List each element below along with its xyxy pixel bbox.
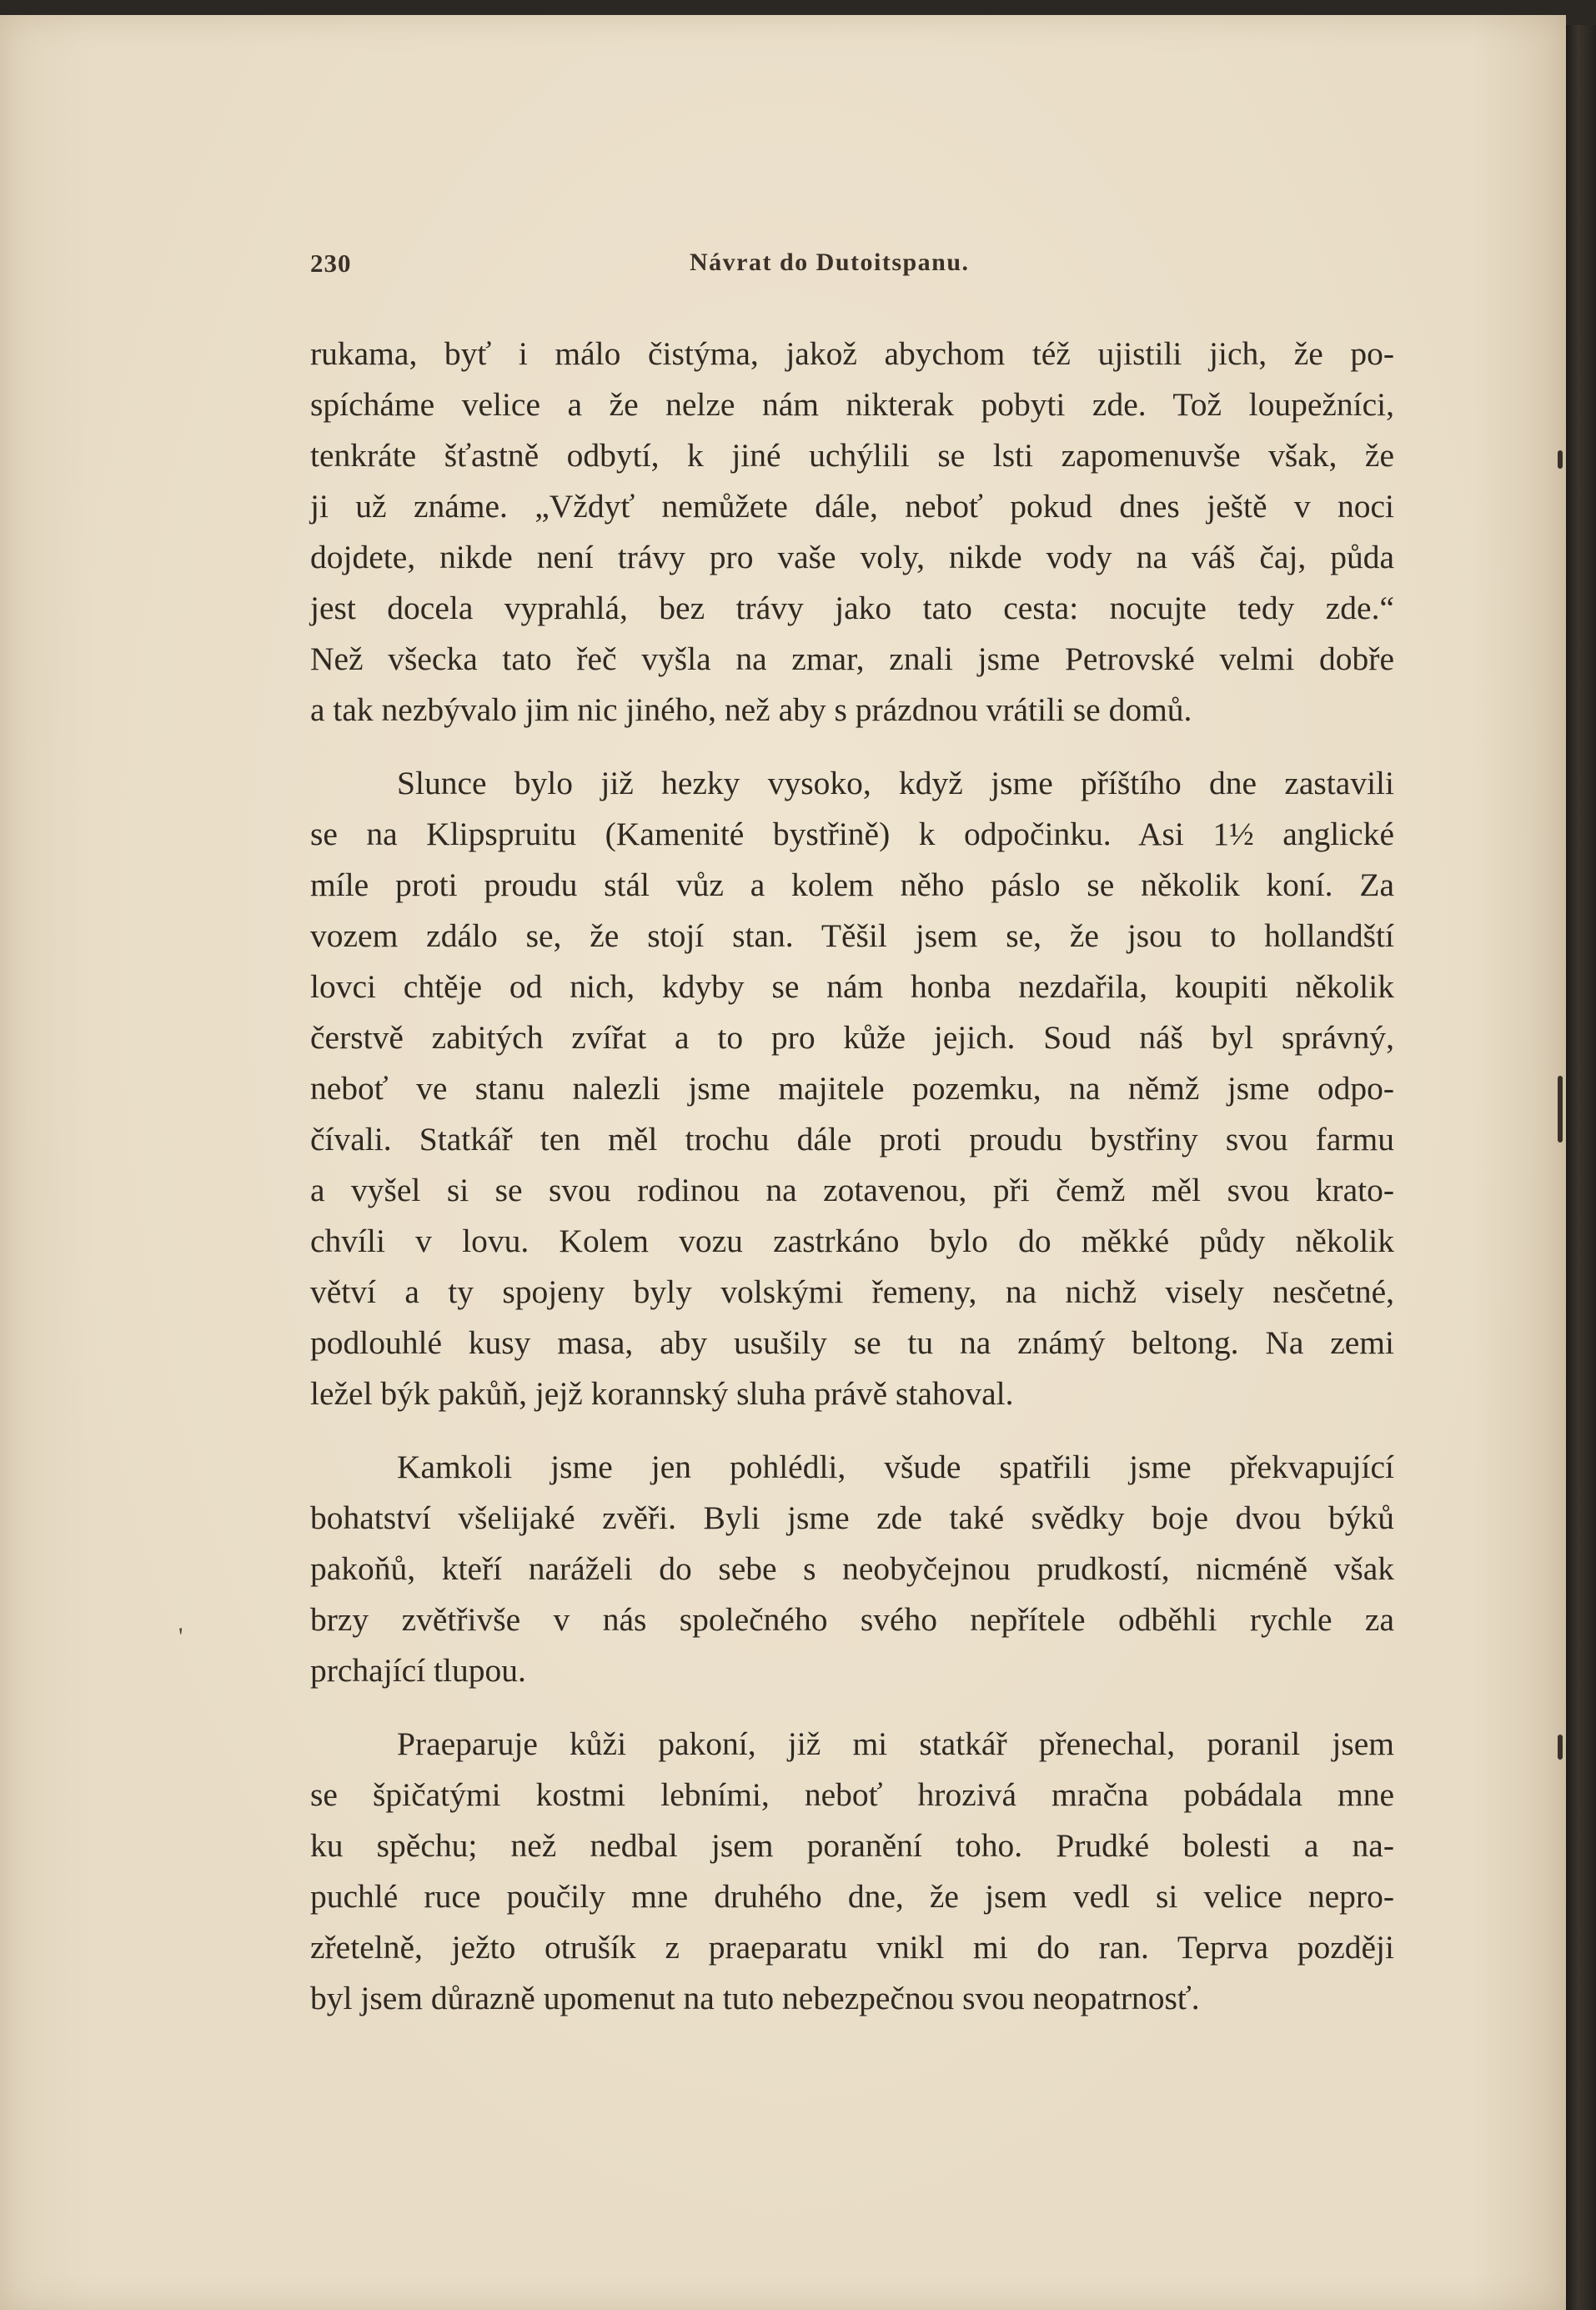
text-line: vozem zdálo se, že stojí stan. Těšil jsem se, že jsou to hollandští bbox=[310, 917, 1394, 954]
text-line: bohatství všelijaké zvěři. Byli jsme zde také svědky boje dvou býků bbox=[310, 1499, 1394, 1536]
text-line: míle proti proudu stál vůz a kolem něho páslo se několik koní. Za bbox=[310, 866, 1394, 903]
text-line: ji už známe. „Vždyť nemůžete dále, neboť pokud dnes ještě v noci bbox=[310, 488, 1394, 525]
text-line: pakoňů, kteří naráželi do sebe s neobyčejnou prudkostí, nicméně však bbox=[310, 1550, 1394, 1587]
paragraph-gap bbox=[310, 1419, 1394, 1442]
edge-mark bbox=[1558, 450, 1563, 469]
text-line: tenkráte šťastně odbytí, k jiné uchýlili se lsti zapomenuvše však, že bbox=[310, 437, 1394, 474]
text-line: Než všecka tato řeč vyšla na zmar, znali jsme Petrovské velmi dobře bbox=[310, 640, 1394, 677]
paragraph bbox=[310, 1719, 1394, 2024]
book-page bbox=[0, 15, 1566, 2310]
text-line: Praeparuje kůži pakoní, již mi statkář přenechal, poranil jsem bbox=[397, 1725, 1394, 1762]
text-line: čerstvě zabitých zvířat a to pro kůže jejich. Soud náš byl správný, bbox=[310, 1019, 1394, 1056]
text-line: rukama, byť i málo čistýma, jakož abychom též ujistili jich, že po- bbox=[310, 335, 1394, 372]
text-line: chvíli v lovu. Kolem vozu zastrkáno bylo do měkké půdy několik bbox=[310, 1223, 1394, 1259]
running-title: Návrat do Dutoitspanu. bbox=[690, 249, 970, 276]
text-line: prchající tlupou. bbox=[310, 1652, 526, 1689]
page-edge-shadow bbox=[1566, 25, 1596, 2310]
text-line: a vyšel si se svou rodinou na zotavenou, při čemž měl svou krato- bbox=[310, 1172, 1394, 1208]
text-line: jest docela vyprahlá, bez trávy jako tato cesta: nocujte tedy zde.“ bbox=[310, 590, 1394, 626]
paragraph-gap bbox=[310, 736, 1394, 758]
text-line: Kamkoli jsme jen pohlédli, všude spatřili jsme překvapující bbox=[397, 1449, 1394, 1485]
edge-mark bbox=[1558, 1735, 1563, 1760]
text-line: se na Klipspruitu (Kamenité bystřině) k odpočinku. Asi 1½ anglické bbox=[310, 816, 1394, 852]
text-line: lovci chtěje od nich, kdyby se nám honba nezdařila, koupiti několik bbox=[310, 968, 1394, 1005]
edge-mark bbox=[1558, 1076, 1563, 1142]
body-text bbox=[310, 329, 1394, 2024]
text-line: puchlé ruce poučily mne druhého dne, že jsem vedl si velice nepro- bbox=[310, 1878, 1394, 1915]
text-line: ležel býk pakůň, jejž korannský sluha právě stahoval. bbox=[310, 1375, 1014, 1412]
stray-mark: ' bbox=[178, 1623, 183, 1650]
paragraph-gap bbox=[310, 1696, 1394, 1719]
page-number: 230 bbox=[310, 249, 352, 278]
paragraph bbox=[310, 329, 1394, 736]
text-line: dojdete, nikde není trávy pro vaše voly, nikde vody na váš čaj, půda bbox=[310, 539, 1394, 575]
text-line: zřetelně, ježto otrušík z praeparatu vnikl mi do ran. Teprva později bbox=[310, 1929, 1394, 1966]
page-header bbox=[310, 249, 1394, 282]
paragraph bbox=[310, 758, 1394, 1419]
text-line: podlouhlé kusy masa, aby usušily se tu na známý beltong. Na zemi bbox=[310, 1324, 1394, 1361]
text-line: ku spěchu; než nedbal jsem poranění toho. Prudké bolesti a na- bbox=[310, 1827, 1394, 1864]
text-line: spícháme velice a že nelze nám nikterak pobyti zde. Tož loupežníci, bbox=[310, 386, 1394, 423]
text-line: se špičatými kostmi lebními, neboť hrozivá mračna pobádala mne bbox=[310, 1776, 1394, 1813]
text-line: čívali. Statkář ten měl trochu dále proti proudu bystřiny svou farmu bbox=[310, 1121, 1394, 1158]
text-line: brzy zvětřivše v nás společného svého nepřítele odběhli rychle za bbox=[310, 1601, 1394, 1638]
paragraph bbox=[310, 1442, 1394, 1696]
text-line: větví a ty spojeny byly volskými řemeny, na nichž visely nesčetné, bbox=[310, 1273, 1394, 1310]
text-line: byl jsem důrazně upomenut na tuto nebezpečnou svou neopatrnosť. bbox=[310, 1980, 1200, 2016]
text-line: neboť ve stanu nalezli jsme majitele pozemku, na němž jsme odpo- bbox=[310, 1070, 1394, 1107]
text-line: Slunce bylo již hezky vysoko, když jsme příštího dne zastavili bbox=[397, 765, 1394, 801]
text-line: a tak nezbývalo jim nic jiného, než aby s prázdnou vrátili se domů. bbox=[310, 691, 1192, 728]
